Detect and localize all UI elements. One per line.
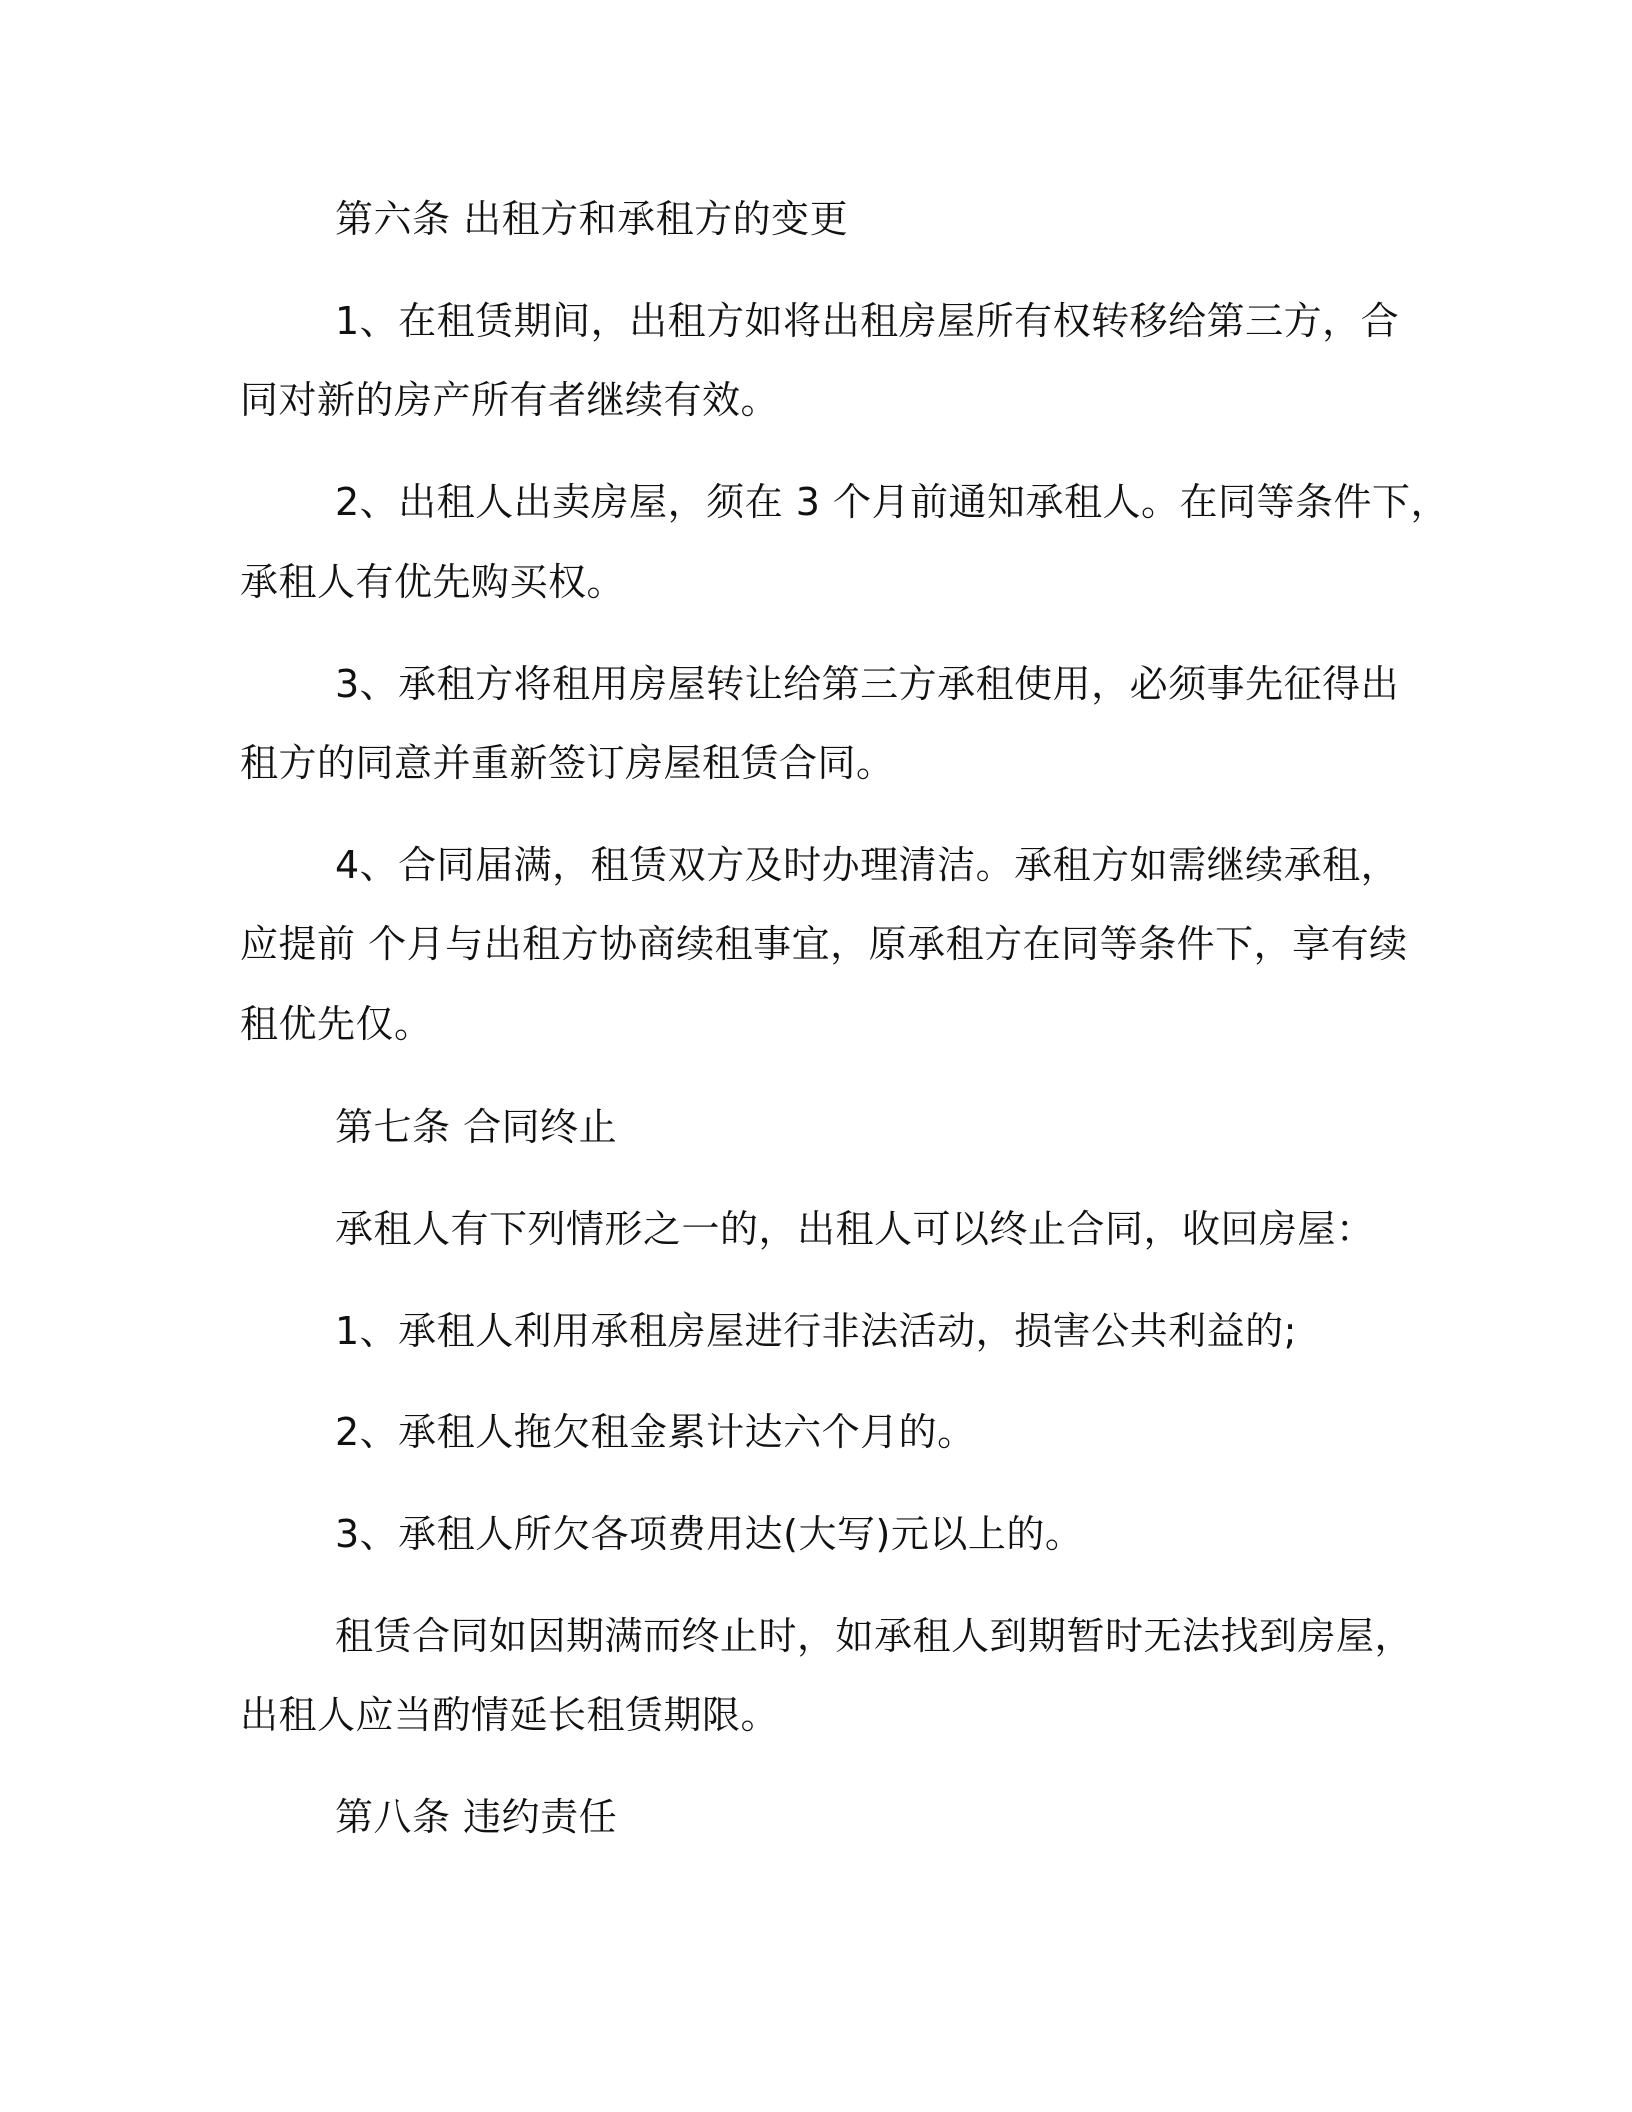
article-8-heading: 第八条 违约责任 [335, 1795, 618, 1839]
article-6-item-1-line-1: 1、在租赁期间，出租方如将出租房屋所有权转移给第三方，合 [335, 299, 1400, 343]
article-7-intro: 承租人有下列情形之一的，出租人可以终止合同，收回房屋： [335, 1207, 1375, 1251]
article-7-item-2: 2、承租人拖欠租金累计达六个月的。 [335, 1410, 976, 1454]
article-6-item-3-line-1: 3、承租方将租用房屋转让给第三方承租使用，必须事先征得出 [335, 662, 1400, 706]
article-6-item-2-line-2: 承租人有优先购买权。 [240, 560, 626, 604]
article-7-item-3: 3、承租人所欠各项费用达(大写)元以上的。 [335, 1512, 1084, 1556]
article-7-item-1: 1、承租人利用承租房屋进行非法活动，损害公共利益的; [335, 1309, 1297, 1353]
article-6-item-2-line-1: 2、出租人出卖房屋，须在 3 个月前通知承租人。在同等条件下， [335, 480, 1450, 524]
article-6-item-3-line-2: 租方的同意并重新签订房屋租赁合同。 [240, 741, 895, 785]
article-6-heading: 第六条 出租方和承租方的变更 [335, 197, 849, 241]
article-6-item-4-line-1: 4、合同届满，租赁双方及时办理清洁。承租方如需继续承租， [335, 843, 1400, 887]
article-7-note-line-2: 出租人应当酌情延长租赁期限。 [240, 1693, 780, 1737]
article-7-heading: 第七条 合同终止 [335, 1105, 618, 1149]
article-6-item-4-line-2: 应提前 个月与出租方协商续租事宜，原承租方在同等条件下，享有续 [240, 922, 1408, 966]
article-7-note-line-1: 租赁合同如因期满而终止时，如承租人到期暂时无法找到房屋， [335, 1614, 1414, 1658]
article-6-item-4-line-3: 租优先仅。 [240, 1002, 433, 1046]
article-6-item-1-line-2: 同对新的房产所有者继续有效。 [240, 378, 780, 422]
